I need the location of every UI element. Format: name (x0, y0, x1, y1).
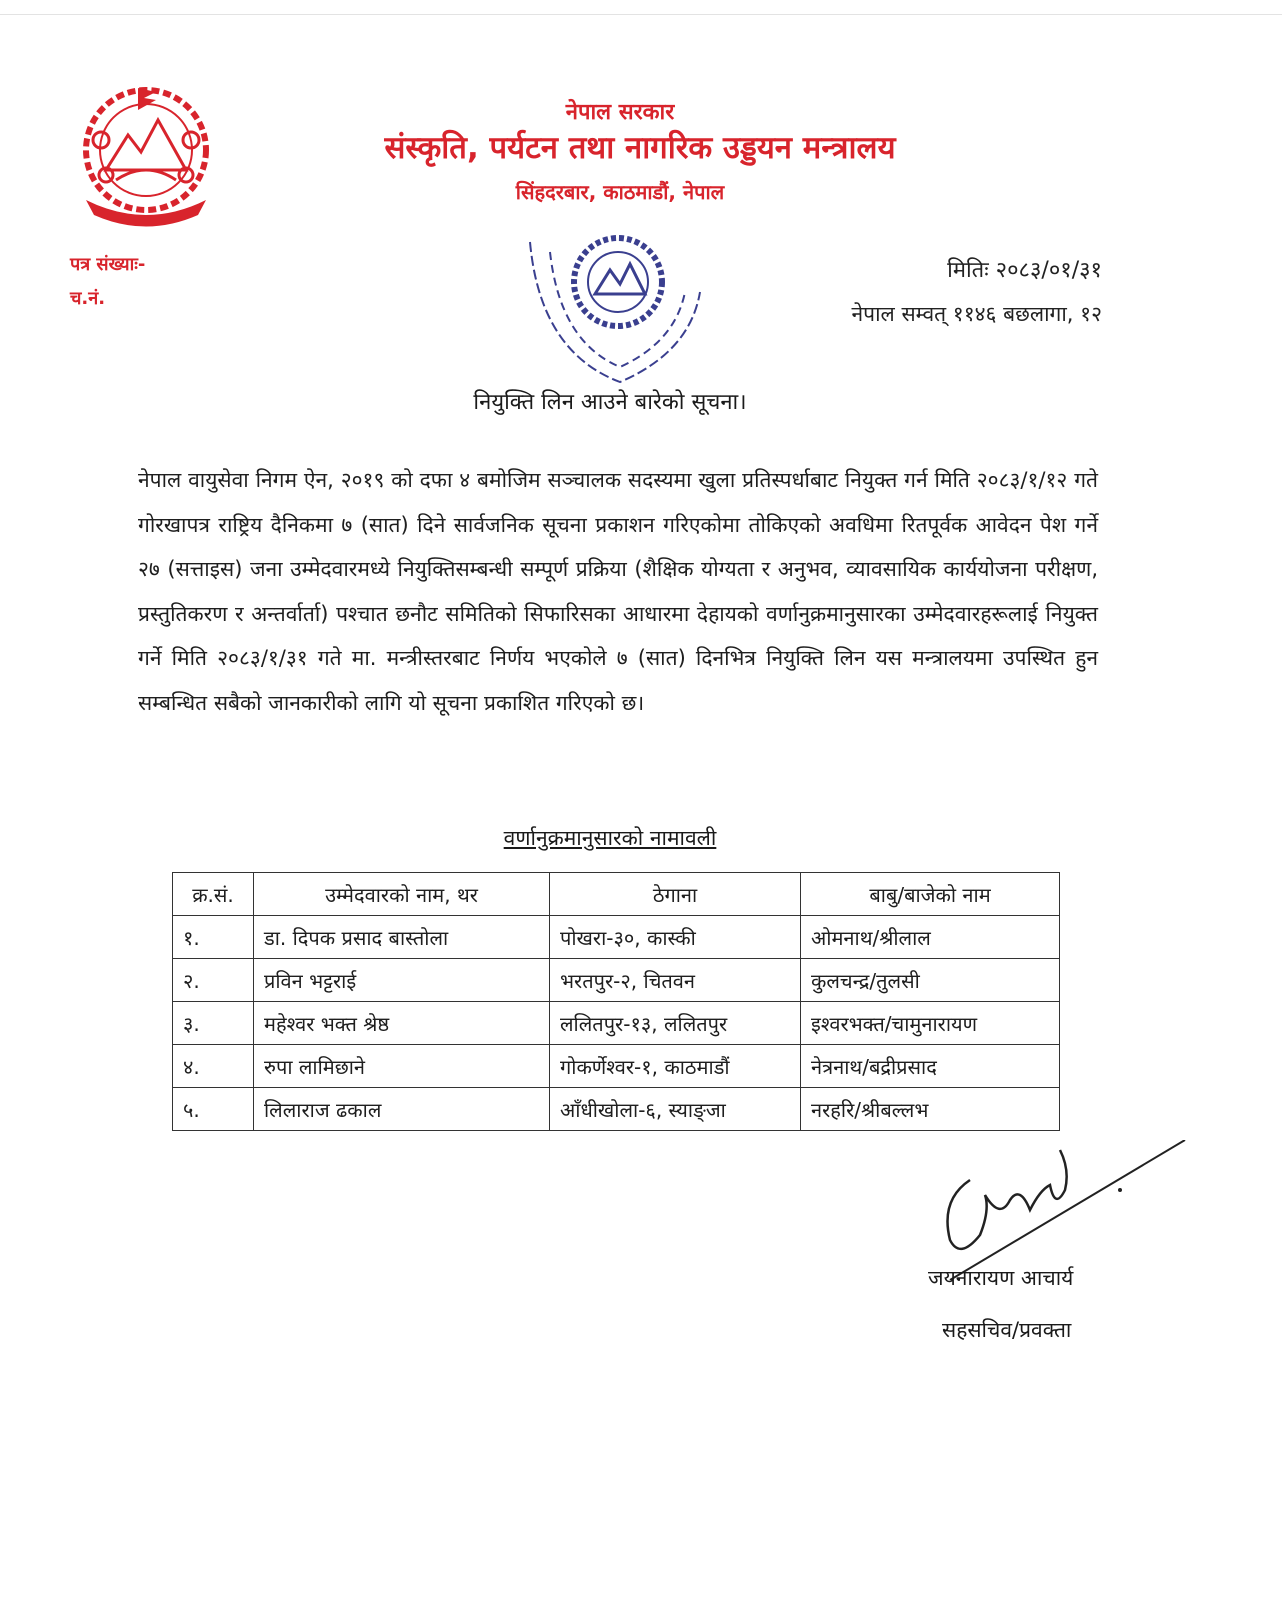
header-serial: क्र.सं. (173, 873, 254, 916)
ministry-name: संस्कृति, पर्यटन तथा नागरिक उड्डयन मन्त्रालय (384, 130, 896, 166)
notice-body: नेपाल वायुसेवा निगम ऐन, २०१९ को दफा ४ बमोजिम सञ्चालक सदस्यमा खुला प्रतिस्पर्धाबाट नियुक्त गर्न मिति २०८३/१/१२ गते गोरखापत्र राष्ट्रिय दैनिकमा ७ (सात) दिने सार्वजनिक सूचना प्रकाशन गरिएकोमा तोकिएको अवधिमा रितपूर्वक आवेदन पेश गर्ने २७ (सत्ताइस) जना उम्मेदवारमध्ये नियुक्तिसम्बन्धी सम्पूर्ण प्रक्रिया (शैक्षिक योग्यता र अनुभव, व्यावसायिक कार्ययोजना परीक्षण, प्रस्तुतिकरण र अन्तर्वार्ता) पश्चात छनौट समितिको सिफारिसका आधारमा देहायको वर्णानुक्रमानुसारका उम्मेदवारहरूलाई नियुक्त गर्ने मिति २०८३/१/३१ गते मा. मन्त्रीस्तरबाट निर्णय भएकोले ७ (सात) दिनभित्र नियुक्ति लिन यस मन्त्रालयमा उपस्थित हुन सम्बन्धित सबैको जानकारीको लागि यो सूचना प्रकाशित गरिएको छ। (138, 468, 1098, 715)
table-header-row (173, 873, 1060, 916)
cell-parents: ओमनाथ/श्रीलाल (801, 916, 1060, 959)
table-row (173, 916, 1060, 959)
signature-icon (930, 1140, 1190, 1280)
cell-name: डा. दिपक प्रसाद बास्तोला (254, 916, 550, 959)
cell-name: महेश्वर भक्त श्रेष्ठ (254, 1002, 550, 1045)
cell-address: गोकर्णेश्वर-१, काठमाडौं (550, 1045, 801, 1088)
letter-date: मितिः २०८३/०१/३१ (947, 258, 1102, 283)
signatory-title: सहसचिव/प्रवक्ता (942, 1318, 1072, 1342)
government-name: नेपाल सरकार (565, 100, 675, 125)
signatory-name: जयनारायण आचार्य (928, 1266, 1074, 1290)
cell-parents: नरहरि/श्रीबल्लभ (801, 1088, 1060, 1131)
nepal-emblem-icon (66, 80, 226, 230)
cell-address: आँधीखोला-६, स्याङ्जा (550, 1088, 801, 1131)
cell-serial: ५. (173, 1088, 254, 1131)
notice-subject: नियुक्ति लिन आउने बारेको सूचना। (473, 390, 747, 415)
cell-address: पोखरा-३०, कास्की (550, 916, 801, 959)
cell-address: भरतपुर-२, चितवन (550, 959, 801, 1002)
table-row (173, 1045, 1060, 1088)
cell-serial: ३. (173, 1002, 254, 1045)
cell-parents: इश्वरभक्त/चामुनारायण (801, 1002, 1060, 1045)
header-father-grandfather: बाबु/बाजेको नाम (801, 873, 1060, 916)
list-title: वर्णानुक्रमानुसारको नामावली (503, 826, 717, 850)
letter-number: पत्र संख्याः- (70, 254, 146, 275)
cell-name: लिलाराज ढकाल (254, 1088, 550, 1131)
cell-parents: नेत्रनाथ/बद्रीप्रसाद (801, 1045, 1060, 1088)
ministry-address: सिंहदरबार, काठमाडौं, नेपाल (515, 180, 725, 204)
nepal-sambat-date: नेपाल सम्वत् ११४६ बछलागा, १२ (851, 302, 1102, 326)
cell-serial: २. (173, 959, 254, 1002)
cell-serial: ४. (173, 1045, 254, 1088)
table-row (173, 1002, 1060, 1045)
dispatch-number: च.नं. (70, 288, 106, 309)
cell-name: प्रविन भट्टराई (254, 959, 550, 1002)
table-row (173, 1088, 1060, 1131)
page-edge-line (0, 14, 1282, 15)
ministry-stamp-icon (520, 232, 715, 402)
table-row (173, 959, 1060, 1002)
cell-address: ललितपुर-१३, ललितपुर (550, 1002, 801, 1045)
header-address: ठेगाना (550, 873, 801, 916)
candidate-table (172, 872, 1060, 1131)
header-name: उम्मेदवारको नाम, थर (254, 873, 550, 916)
cell-name: रुपा लामिछाने (254, 1045, 550, 1088)
cell-serial: १. (173, 916, 254, 959)
cell-parents: कुलचन्द्र/तुलसी (801, 959, 1060, 1002)
